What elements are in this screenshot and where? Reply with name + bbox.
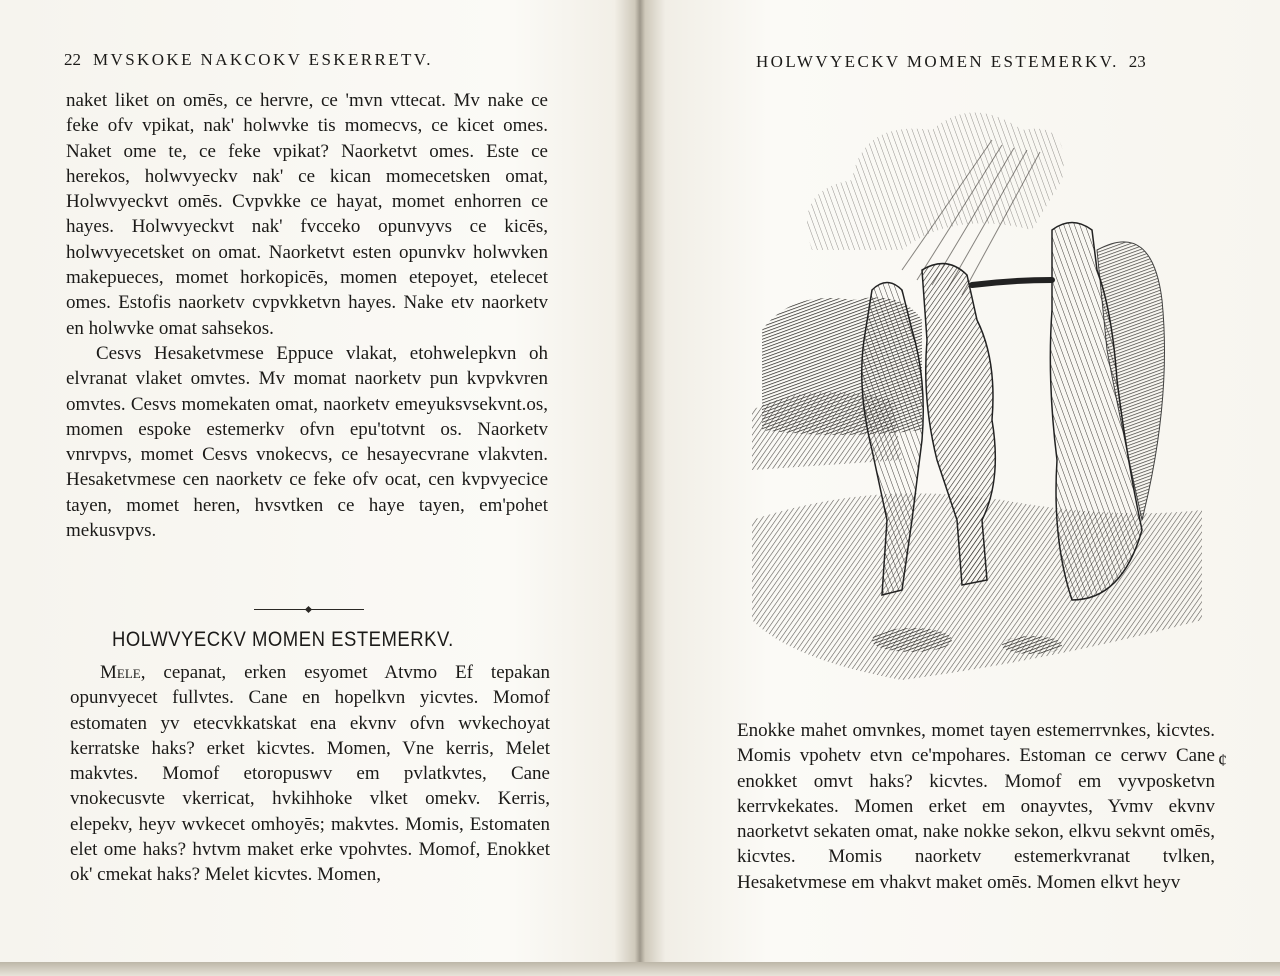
right-running-head-title: HOLWVYECKV MOMEN ESTEMERKV. — [756, 52, 1119, 71]
left-text-bottom — [70, 660, 550, 888]
left-page — [0, 0, 638, 962]
section-divider — [254, 609, 364, 610]
right-page-number: 23 — [1128, 52, 1146, 71]
engraving-svg — [752, 100, 1202, 690]
page-edge — [0, 962, 1280, 976]
engraving-illustration — [752, 100, 1227, 770]
engraver-mark: ¢ — [1218, 750, 1227, 770]
left-running-head — [64, 50, 433, 70]
left-paragraph-1: naket liket on omēs, ce hervre, ce 'mvn vttecat. Mv nake ce feke ofv vpikat, nak' holwvke tis momecvs, ce kicet omes. Naket ome te, ce feke vpikat? Naorketvt omes. Este ce herekos, holwvyeckv nak' ce kican momecetsken omat, Holwvyeckvt omēs. Cvpvkke ce hayat, momet enhorren ce hayes. Holwvyeckvt nak' fvcceko opunvyvs ce kicēs, holwvyecetsket on omat. Naorketvt esten opunvkv holwvken makepueces, momet horkopicēs, momen etepoyet, etelecet omes. Estofis naorketv cvpvkketvn hayes. Nake etv naorketv en holwvke omat sahsekos. — [66, 90, 548, 339]
left-running-head-title: MVSKOKE NAKCOKV ESKERRETV. — [93, 50, 433, 69]
left-paragraph-2: Cesvs Hesaketvmese Eppuce vlakat, etohwelepkvn oh elvranat vlaket omvtes. Mv momat naorketv pun kvpvkvren omvtes. Cesvs momekaten omat, naorketv emeyuksvsekvnt.os, momen espoke estemerkv ofvn epu'totvnt os. Naorketv vnrvpvs, momet Cesvs vnokecvs, ce hesayecvrane vlakvten. Hesaketvmese cen naorketv ce feke ofv ocat, cen kvpvyecice tayen, momet heren, hvsvtken ce haye tayen, em'pohet mekusvpvs. — [66, 342, 548, 542]
left-page-number: 22 — [64, 50, 81, 69]
cloud-shape — [807, 113, 1064, 251]
left-paragraph-3 — [70, 660, 550, 888]
right-page — [640, 0, 1280, 962]
right-running-head — [756, 52, 1146, 72]
left-text-top — [66, 88, 548, 543]
paragraph-3-body: , cepanat, erken esyomet Atvmo Ef tepakan opunvyecet fullvtes. Cane en hopelkvn yicvtes. Momof estomaten yv etecvkkatskat ena ekvnv ofvn wvkechoyat kerratske haks? erket kicvtes. Momen, Vne kerris, Melet makvtes. Momof etoropuswv em pvlatkvtes, Cane vnokecusvte vkerricat, hvkihhoke vlket omekv. Kerris, elepekv, heyv wvkecet omhoyēs; makvtes. Momis, Estomaten elet ome haks? hvtvm maket erke vpohvtes. Momof, Enokket ok' cmekat haks? Melet kicvtes. Momen, — [70, 662, 550, 886]
right-text — [737, 718, 1215, 895]
paragraph-lead-word: Mele — [100, 662, 141, 683]
section-title: HOLWVYECKV MOMEN ESTEMERKV. — [112, 628, 454, 651]
right-paragraph-1: Enokke mahet omvnkes, momet tayen estemerrvnkes, kicvtes. Momis vpohetv etvn ce'mpohares. Estoman ce cerwv Cane enokket omvt haks? kicvtes. Momof em vyvposketvn kerrvkekates. Momen erket em onayvtes, Yvmv ekvnv naorketvt sekaten omat, nake nokke sekon, elkvu sekvnt omēs, kicvtes. Momis naorketv estemerkvranat tvlken, Hesaketvmese em vhakvt maket omēs. Momen elkvt heyv — [737, 720, 1215, 893]
